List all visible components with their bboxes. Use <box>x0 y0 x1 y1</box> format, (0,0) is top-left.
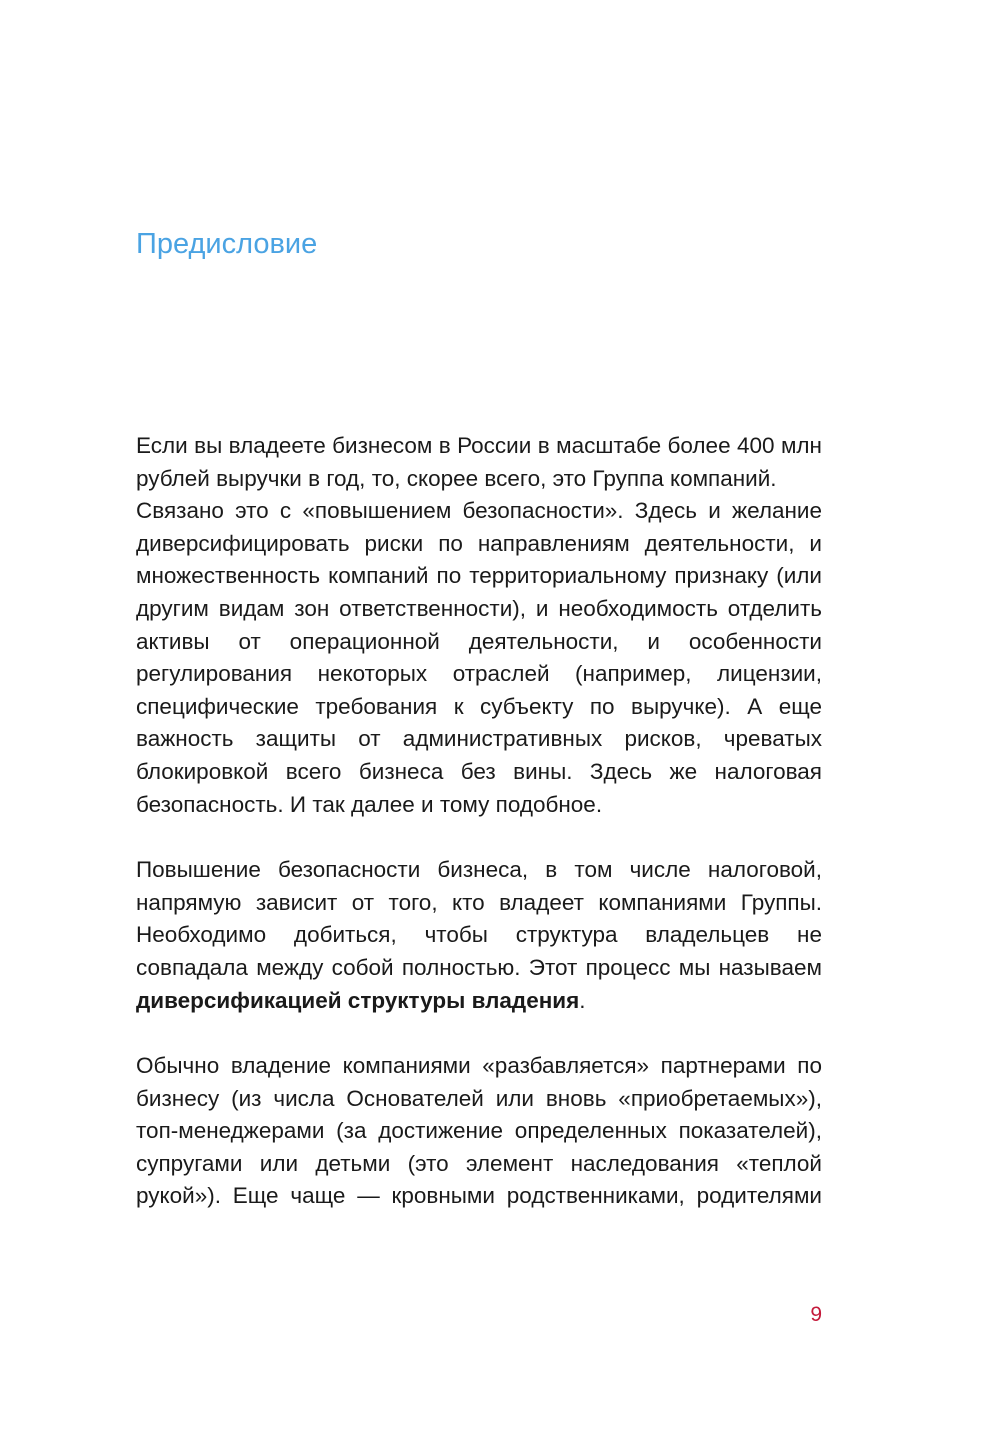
paragraph-intro: Если вы владеете бизнесом в России в масштабе более 400 млн рублей выручки в год, то, скорее всего, это Группа компаний. <box>136 433 822 491</box>
paragraph-gap <box>136 821 822 854</box>
paragraph-security-reasons: Связано это с «повышением безопасности». Здесь и желание диверсифицировать риски по направлениям деятельности, и множественность компаний по территориальному признаку (или другим видам зон ответственности), и необходимость отделить активы от операционной деятельности, и особенности регулирования некоторых отраслей (например, лицензии, специфические требования к субъекту по выручке). А еще важность защиты от административных рисков, чреватых блокировкой всего бизнеса без вины. Здесь же налоговая безопасность. И так далее и тому подобное. <box>136 498 822 817</box>
bold-term: диверсификацией структуры владения <box>136 987 580 1013</box>
page-title: Предисловие <box>136 228 318 260</box>
paragraph-text-end: . <box>579 987 586 1013</box>
paragraph-gap <box>136 1017 822 1050</box>
paragraph-text: Повышение безопасности бизнеса, в том числе налоговой, напрямую зависит от того, кто владеет компаниями Группы. Необходимо добиться, чтобы структура владельцев не совпадала между собой полностью. Этот процесс мы называем <box>136 857 822 980</box>
page-number: 9 <box>810 1303 822 1326</box>
paragraph-ownership-diversification <box>136 854 822 1017</box>
paragraph-dilution: Обычно владение компаниями «разбавляется» партнерами по бизнесу (из числа Основателей или вновь «приобретаемых»), топ-менеджерами (за достижение определенных показателей), супругами или детьми (это элемент наследования «теплой рукой»). Еще чаще — кровными родственниками, родителями <box>136 1053 822 1209</box>
body-text <box>136 430 822 1213</box>
